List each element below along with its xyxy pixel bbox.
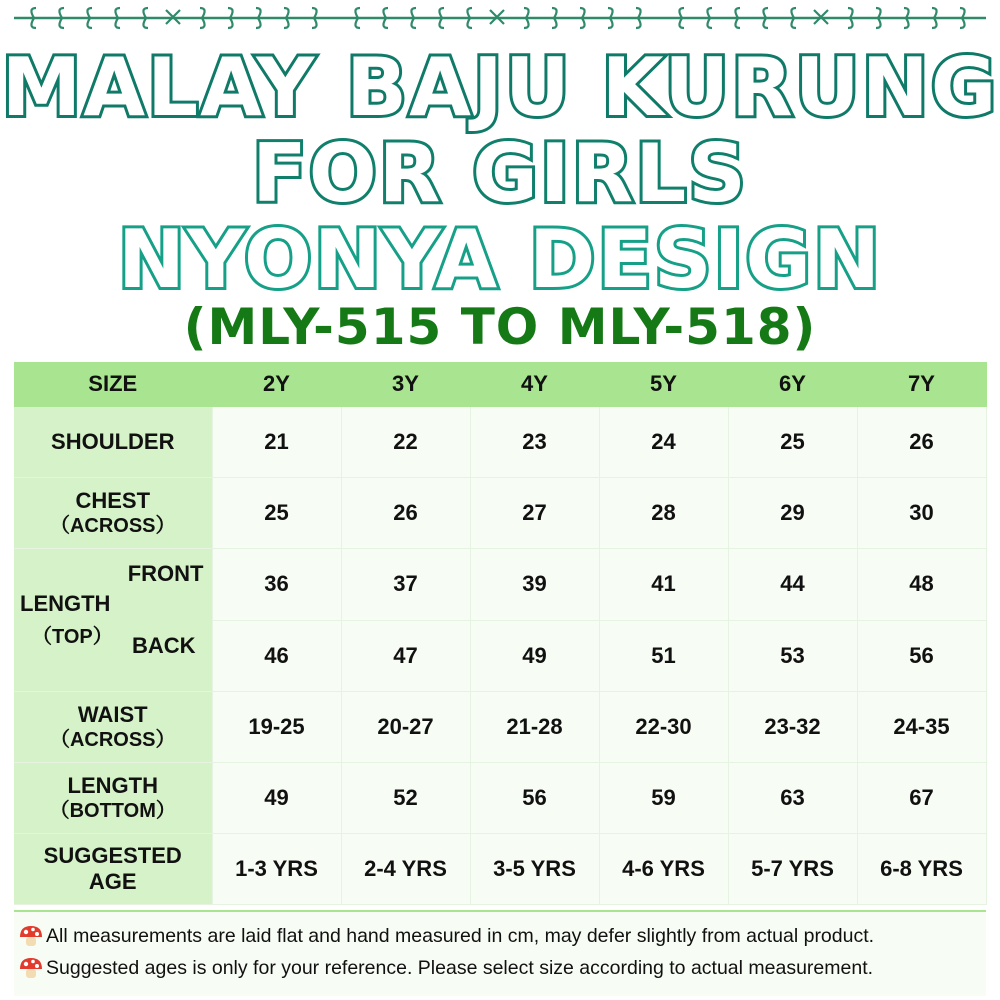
table-row-suggested-age [14, 834, 986, 905]
table-cell: 48 [857, 549, 986, 621]
table-cell: 49 [212, 763, 341, 834]
row-label-front: FRONT [127, 561, 204, 586]
note-text: Suggested ages is only for your reference. Please select size according to actual measurement. [46, 956, 874, 979]
row-label-length-bottom [14, 763, 212, 834]
size-column-header: 7Y [857, 362, 986, 407]
mushroom-icon [18, 956, 44, 980]
mushroom-icon [18, 924, 44, 948]
note-item [18, 956, 873, 980]
row-label-waist [14, 692, 212, 763]
decorative-vine-border [14, 4, 986, 30]
table-cell: 23 [470, 407, 599, 478]
table-cell: 56 [857, 620, 986, 692]
title-line-1: MALAY BAJU KURUNG [1, 41, 999, 134]
product-code-range: (MLY-515 TO MLY-518) [183, 298, 817, 356]
table-cell: 51 [599, 620, 728, 692]
table-row-shoulder [14, 407, 986, 478]
table-cell: 19-25 [212, 692, 341, 763]
table-cell: 30 [857, 478, 986, 549]
table-row-length-bottom [14, 763, 986, 834]
row-label-sub: （ACROSS） [49, 515, 176, 538]
header-row [14, 362, 986, 407]
row-label-main: LENGTH [20, 591, 111, 616]
table-cell: 27 [470, 478, 599, 549]
size-chart-table [14, 362, 987, 905]
table-cell: 3-5 YRS [470, 834, 599, 905]
table-cell: 6-8 YRS [857, 834, 986, 905]
title-line-2: FOR GIRLS [252, 127, 748, 220]
note-item [18, 924, 874, 948]
table-cell: 29 [728, 478, 857, 549]
table-cell: 25 [728, 407, 857, 478]
table-cell: 26 [341, 478, 470, 549]
size-column-header: 4Y [470, 362, 599, 407]
table-cell: 37 [341, 549, 470, 621]
table-cell: 4-6 YRS [599, 834, 728, 905]
row-label-main: CHEST [75, 487, 151, 513]
table-cell: 59 [599, 763, 728, 834]
size-column-header: 6Y [728, 362, 857, 407]
notes-section [14, 910, 986, 996]
table-cell: 21-28 [470, 692, 599, 763]
table-cell: 67 [857, 763, 986, 834]
row-label-sub: （ACROSS） [49, 729, 176, 752]
row-label-chest [14, 478, 212, 549]
table-cell: 25 [212, 478, 341, 549]
size-column-header: 2Y [212, 362, 341, 407]
table-cell: 24 [599, 407, 728, 478]
table-cell: 44 [728, 549, 857, 621]
row-label-main: SUGGESTED [43, 842, 182, 868]
note-text: All measurements are laid flat and hand measured in cm, may defer slightly from actual product. [46, 924, 875, 947]
table-cell: 5-7 YRS [728, 834, 857, 905]
row-label-sub: （BOTTOM） [49, 800, 176, 823]
row-label-shoulder: SHOULDER [14, 407, 212, 478]
table-cell: 56 [470, 763, 599, 834]
table-cell: 49 [470, 620, 599, 692]
table-cell: 22-30 [599, 692, 728, 763]
table-row-length-front [14, 549, 986, 621]
size-header-label: SIZE [14, 362, 212, 407]
table-cell: 36 [212, 549, 341, 621]
table-cell: 47 [341, 620, 470, 692]
size-column-header: 3Y [341, 362, 470, 407]
row-label-main: WAIST [77, 701, 148, 727]
table-cell: 23-32 [728, 692, 857, 763]
table-cell: 26 [857, 407, 986, 478]
table-cell: 63 [728, 763, 857, 834]
row-label-back: BACK [131, 633, 196, 658]
row-label-sub: AGE [88, 869, 137, 894]
row-label-sub: （TOP） [32, 626, 113, 648]
table-cell: 39 [470, 549, 599, 621]
table-cell: 24-35 [857, 692, 986, 763]
title-line-3: NYONYA DESIGN [117, 213, 883, 306]
table-row-chest [14, 478, 986, 549]
row-label-length-top [14, 549, 212, 692]
table-cell: 41 [599, 549, 728, 621]
table-cell: 53 [728, 620, 857, 692]
size-column-header: 5Y [599, 362, 728, 407]
table-cell: 28 [599, 478, 728, 549]
table-cell: 1-3 YRS [212, 834, 341, 905]
table-cell: 2-4 YRS [341, 834, 470, 905]
table-cell: 21 [212, 407, 341, 478]
table-cell: 20-27 [341, 692, 470, 763]
table-row-waist [14, 692, 986, 763]
row-label-main: LENGTH [67, 772, 158, 798]
table-cell: 22 [341, 407, 470, 478]
table-cell: 52 [341, 763, 470, 834]
row-label-suggested-age [14, 834, 212, 905]
table-cell: 46 [212, 620, 341, 692]
